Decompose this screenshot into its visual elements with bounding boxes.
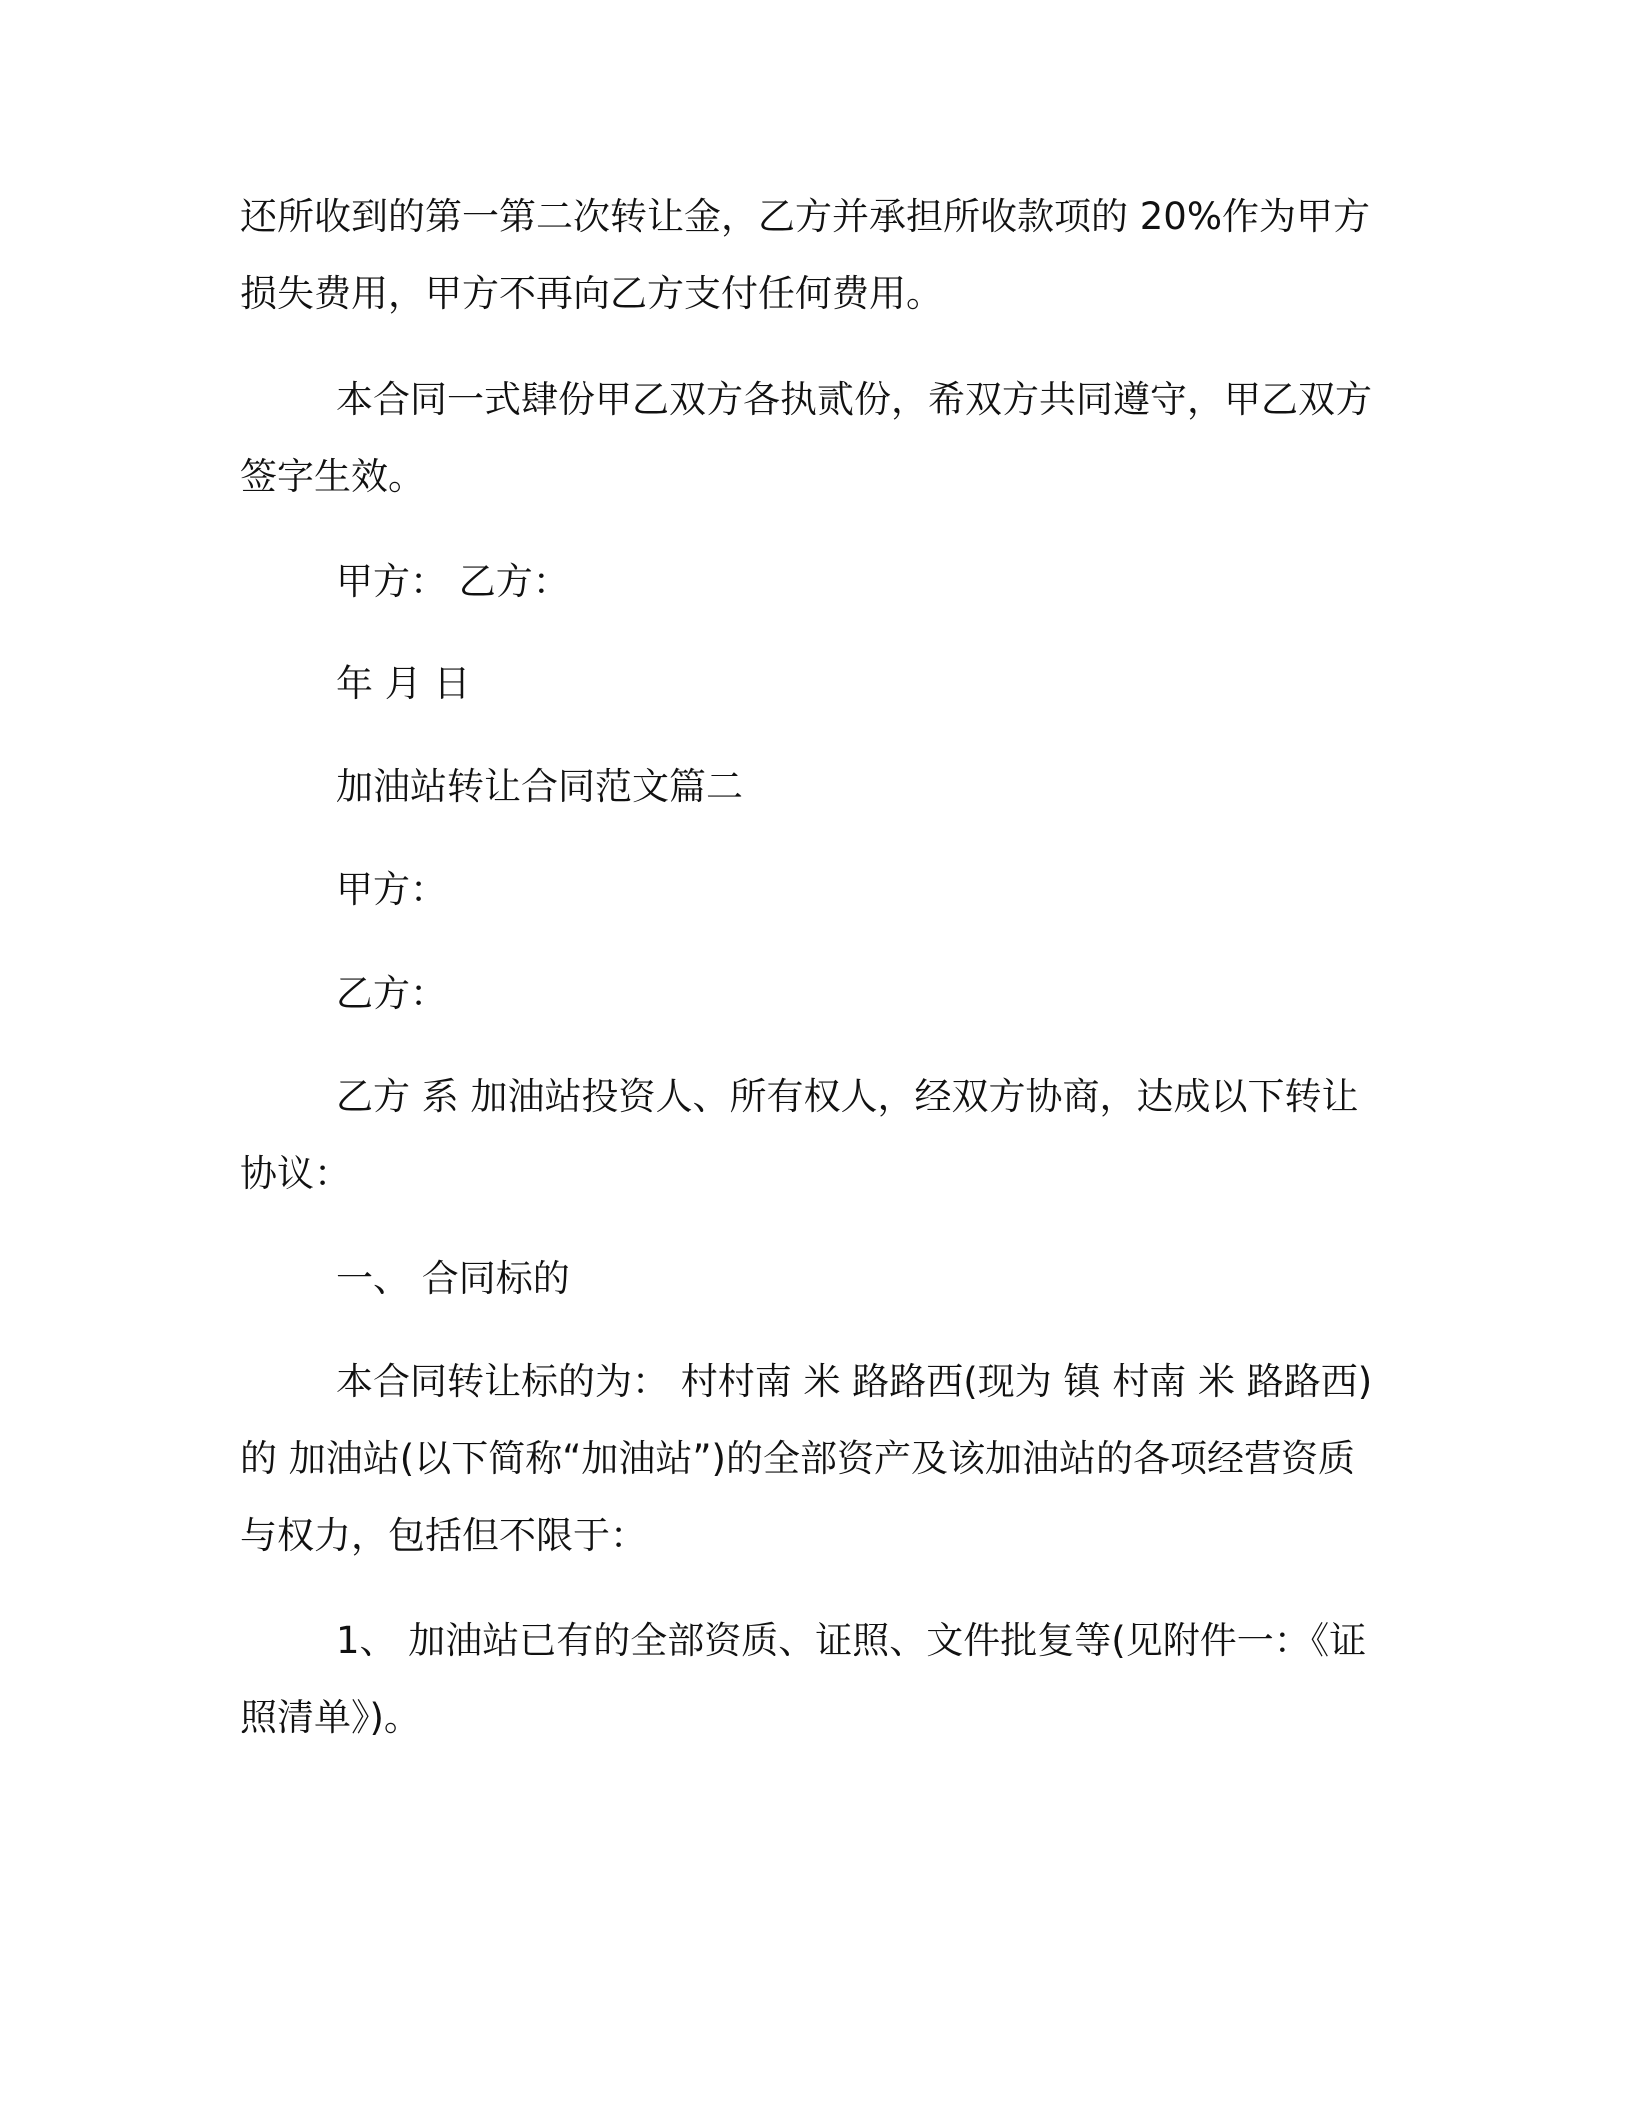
- paragraph-copies-clause: 本合同一式肆份甲乙双方各执贰份，希双方共同遵守，甲乙双方签字生效。: [240, 378, 1372, 498]
- section-title-contract-two: 加油站转让合同范文篇二: [336, 765, 743, 808]
- date-line: 年 月 日: [336, 662, 471, 705]
- list-item-licenses: 1、 加油站已有的全部资质、证照、文件批复等(见附件一：《证照清单》)。: [240, 1619, 1367, 1739]
- signature-parties-line: 甲方： 乙方：: [336, 560, 570, 603]
- paragraph-agreement-intro: 乙方 系 加油站投资人、所有权人，经双方协商，达成以下转让协议：: [240, 1075, 1359, 1195]
- paragraph-transfer-refund: 还所收到的第一第二次转让金，乙方并承担所收款项的 20%作为甲方损失费用，甲方不再向乙方支付任何费用。: [240, 195, 1370, 315]
- party-a-label: 甲方：: [336, 868, 447, 911]
- party-b-label: 乙方：: [336, 972, 447, 1015]
- heading-contract-subject: 一、 合同标的: [336, 1257, 570, 1300]
- paragraph-transfer-subject: 本合同转让标的为： 村村南 米 路路西(现为 镇 村南 米 路路西) 的 加油站(以下简称“加油站”)的全部资产及该加油站的各项经营资质与权力，包括但不限于：: [240, 1360, 1373, 1557]
